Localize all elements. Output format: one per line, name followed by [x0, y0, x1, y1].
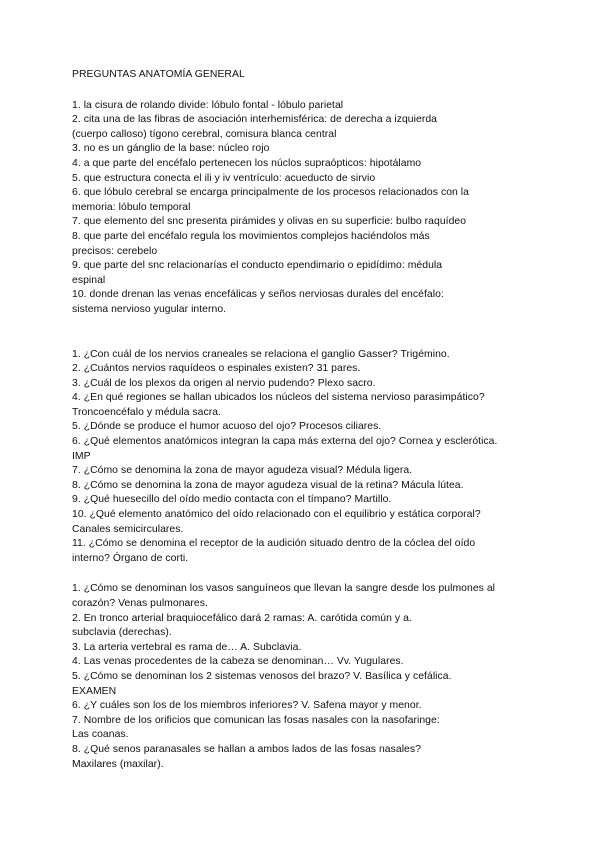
question-line: 1. la cisura de rolando divide: lóbulo fontal - lóbulo parietal	[72, 99, 344, 111]
section-nerves-senses	[72, 348, 552, 567]
question-line: 7. Nombre de los orificios que comunican las fosas nasales con la nasofaringe:	[72, 714, 440, 726]
question-line: Canales semicirculares.	[72, 523, 184, 535]
question-line: 5. ¿Dónde se produce el humor acuoso del ojo? Procesos ciliares.	[72, 421, 382, 433]
question-line: 1. ¿Con cuál de los nervios craneales se relaciona el ganglio Gasser? Trigémino.	[72, 348, 450, 360]
question-line: memoria: lóbulo temporal	[72, 201, 191, 213]
question-line: 4. ¿En qué regiones se hallan ubicados los núcleos del sistema nervioso parasimpático?	[72, 392, 485, 404]
question-line: (cuerpo calloso) tígono cerebral, comisura blanca central	[72, 128, 337, 140]
question-line: corazón? Venas pulmonares.	[72, 598, 208, 609]
section-neuro-basics	[72, 99, 552, 318]
question-line: precisos: cerebelo	[72, 245, 158, 257]
question-line: subclavia (derechas).	[72, 627, 172, 639]
question-line: 6. que lóbulo cerebral se encarga principalmente de los procesos relacionados con la	[72, 187, 469, 199]
question-line: 6. ¿Qué elementos anatómicos integran la capa más externa del ojo? Cornea y esclerótica.	[72, 436, 498, 448]
question-line: 3. no es un gánglio de la base: núcleo rojo	[72, 143, 270, 155]
document-page	[72, 68, 552, 772]
question-line: Maxilares (maxilar).	[72, 758, 164, 770]
question-line: EXAMEN	[72, 685, 117, 697]
question-line: Las coanas.	[72, 729, 129, 741]
question-line: 7. ¿Cómo se denomina la zona de mayor agudeza visual? Médula ligera.	[72, 465, 413, 477]
section-spacer	[72, 566, 552, 582]
question-line: 5. ¿Cómo se denominan los 2 sistemas venosos del brazo? V. Basílica y cefálica.	[72, 670, 452, 682]
question-line: 2. ¿Cuántos nervios raquídeos o espinales existen? 31 pares.	[72, 363, 361, 375]
question-line: 3. ¿Cuál de los plexos da origen al nervio pudendo? Plexo sacro.	[72, 377, 376, 389]
section-vascular	[72, 582, 552, 772]
question-line: 8. que parte del encéfalo regula los movimientos complejos haciéndolos más	[72, 230, 430, 242]
question-line: 6. ¿Y cuáles son los de los miembros inferiores? V. Safena mayor y menor.	[72, 700, 422, 712]
question-line: 8. ¿Cómo se denomina la zona de mayor agudeza visual de la retina? Mácula lútea.	[72, 479, 464, 491]
question-line: 4. Las venas procedentes de la cabeza se denominan… Vv. Yugulares.	[72, 656, 404, 668]
question-line: IMP	[72, 450, 91, 462]
question-line: 5. que estructura conecta el ili y iv ventrículo: acueducto de sirvio	[72, 172, 376, 184]
question-line: 11. ¿Cómo se denomina el receptor de la audición situado dentro de la cóclea del oído	[72, 538, 476, 550]
section-spacer	[72, 318, 552, 348]
question-line: 2. En tronco arterial braquiocefálico dará 2 ramas: A. carótida común y a.	[72, 612, 412, 624]
question-line: Troncoencéfalo y médula sacra.	[72, 406, 221, 418]
question-line: interno? Órgano de corti.	[72, 552, 189, 564]
question-line: 1. ¿Cómo se denominan los vasos sanguíneos que llevan la sangre desde los pulmones al	[72, 583, 496, 595]
question-line: 10. donde drenan las venas encefálicas y seños nerviosas durales del encéfalo:	[72, 289, 444, 301]
question-line: 2. cita una de las fibras de asociación interhemisférica: de derecha a izquierda	[72, 114, 437, 126]
document-title: PREGUNTAS ANATOMÍA GENERAL	[72, 69, 245, 80]
question-line: 4. a que parte del encéfalo pertenecen los núclos supraópticos: hipotálamo	[72, 157, 422, 169]
question-line: 10. ¿Qué elemento anatómico del oído relacionado con el equilibrio y estática corporal?	[72, 509, 481, 521]
question-line: 9. ¿Qué huesecillo del oído medio contacta con el tímpano? Martillo.	[72, 494, 392, 506]
question-line: 8. ¿Qué senos paranasales se hallan a ambos lados de las fosas nasales?	[72, 743, 421, 755]
question-line: sistema nervioso yugular interno.	[72, 303, 227, 315]
question-line: 9. que parte del snc relacionarías el conducto ependimario o epidídimo: médula	[72, 260, 443, 272]
question-line: 3. La arteria vertebral es rama de… A. Subclavia.	[72, 641, 302, 653]
question-line: espinal	[72, 274, 106, 286]
question-line: 7. que elemento del snc presenta pirámides y olivas en su superficie: bulbo raquídeo	[72, 216, 467, 228]
